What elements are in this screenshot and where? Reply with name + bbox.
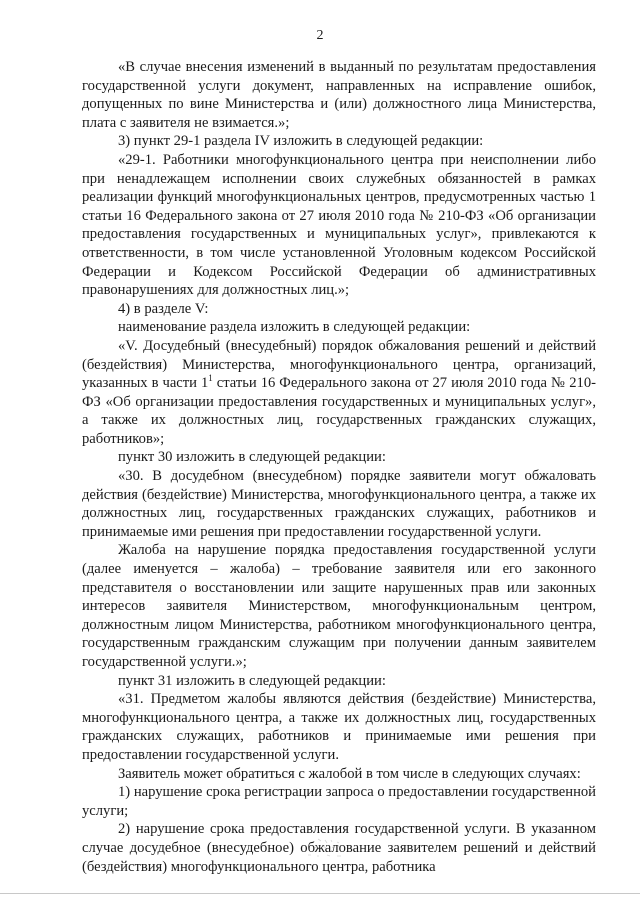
paragraph-section-name: наименование раздела изложить в следующей редакции:: [118, 319, 471, 336]
list-item-2: 2) нарушение срока предоставления государственной услуги. В указанном случае досудебное (внесудебное) обжалование заявителем решений и действий (бездействия) многофункционального центра, работника: [82, 821, 596, 875]
paragraph-complaint-cases: Заявитель может обратиться с жалобой в том числе в следующих случаях:: [118, 765, 581, 782]
document-body: [82, 58, 596, 876]
paragraph-point-30-intro: пункт 30 изложить в следующей редакции:: [118, 449, 386, 466]
paragraph-section-v-title: [82, 337, 596, 449]
paragraph-point-31: «31. Предметом жалобы являются действия (бездействие) Министерства, многофункционального центра, а также их должностных лиц, государственных гражданских служащих, работников и принимаемые ими решения при предоставлении государственной услуги.: [82, 691, 596, 763]
paragraph-point-30: «30. В досудебном (внесудебном) порядке заявители могут обжаловать действия (бездействие) Министерства, многофункционального центра, а также их должностных лиц, государственных гражданских служащих, работников и принимаемые ими решения при предоставлении государственной услуги.: [82, 468, 596, 540]
paragraph-complaint-definition: Жалоба на нарушение порядка предоставления государственной услуги (далее именуется – жалоба) – требование заявителя или его законного представителя о восстановлении или защите нарушенных прав или законных интересов заявителя Министерством, многофункциональным центром, должностным лицом Министерства, работником многофункционального центра, государственным гражданским служащим при получении данным заявителем государственной услуги.»;: [82, 542, 596, 670]
paragraph-item-4: 4) в разделе V:: [118, 300, 209, 317]
paragraph-fee-exemption: «В случае внесения изменений в выданный по результатам предоставления государственной услуги документ, направленных на исправление ошибок, допущенных по вине Министерства и (или) должностного лица Министерства, плата с заявителя не взимается.»;: [82, 59, 596, 131]
section-v-title-end: статьи 16 Федерального закона от 27 июля 2010 года № 210-ФЗ «Об организации предоставления государственных и муниципальных услуг», а также их должностных лиц, государственных гражданских служащих, работников»;: [82, 375, 596, 447]
paragraph-point-31-intro: пункт 31 изложить в следующей редакции:: [118, 672, 386, 689]
paragraph-item-3: 3) пункт 29-1 раздела IV изложить в следующей редакции:: [118, 133, 484, 150]
faint-stamp-mark: [300, 835, 360, 861]
list-item-1: 1) нарушение срока регистрации запроса о предоставлении государственной услуги;: [82, 784, 596, 819]
paragraph-point-29-1: «29-1. Работники многофункционального центра при неисполнении либо при ненадлежащем исполнении своих служебных обязанностей в рамках реализации функций многофункциональных центров, предусмотренных частью 1 статьи 16 Федерального закона от 27 июля 2010 года № 210-ФЗ «Об организации предоставления государственных и муниципальных услуг», привлекаются к ответственности, в том числе установленной Уголовным кодексом Российской Федерации и Кодексом Российской Федерации об административных правонарушениях для должностных лиц.»;: [82, 151, 596, 299]
page-bottom-edge: [0, 893, 640, 894]
page-number: 2: [316, 28, 324, 43]
superscript-part-index: 1: [208, 373, 213, 384]
section-v-title-start: «V. Досудебный (внесудебный) порядок обжалования решений и действий (бездействия) Министерства, многофункционального центра, организаций, указанных в части 1: [82, 337, 596, 392]
